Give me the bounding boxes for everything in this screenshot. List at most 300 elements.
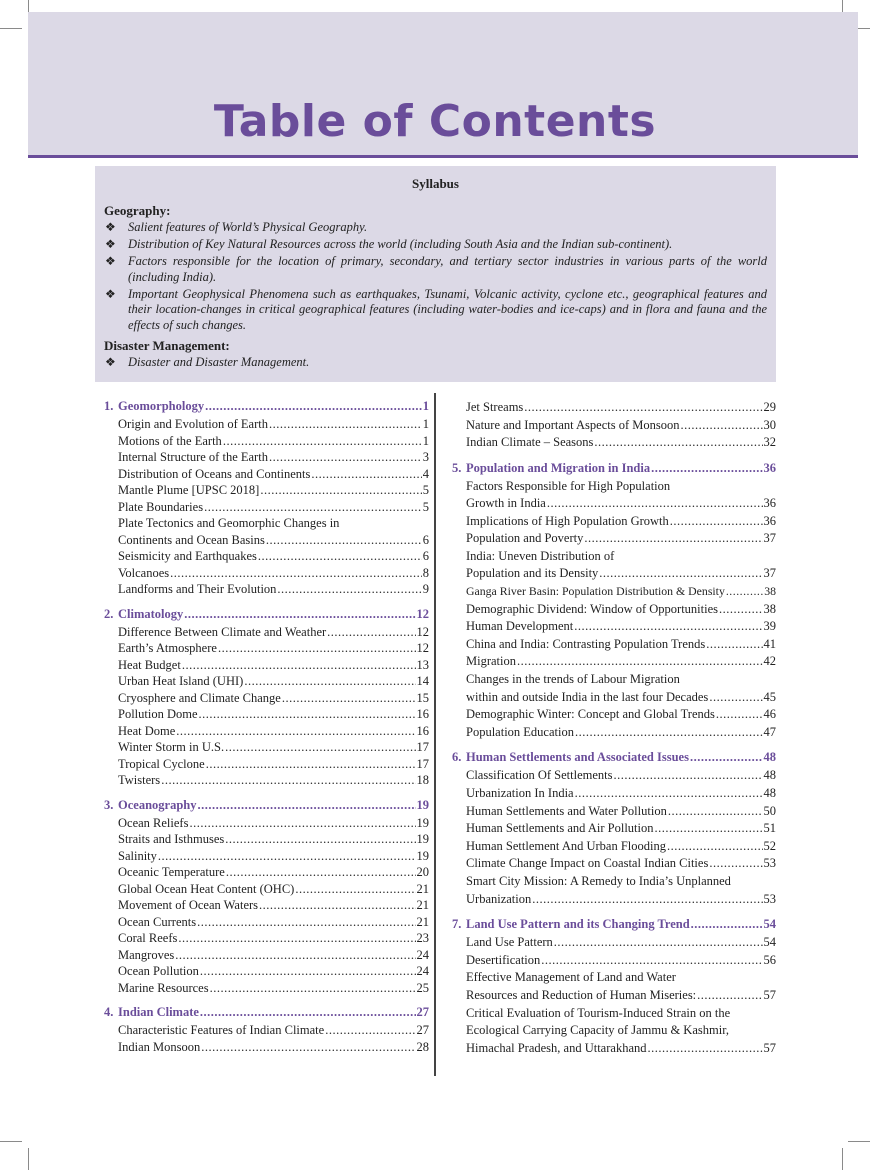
- toc-entry: [452, 1040, 776, 1058]
- dot-leader: [197, 798, 415, 813]
- toc-chapter-heading: [104, 798, 429, 815]
- toc-page-number: 17: [416, 740, 429, 754]
- dot-leader: [178, 930, 415, 947]
- toc-entry: [452, 636, 776, 654]
- toc-entry-label: Distribution of Oceans and Continents: [118, 466, 311, 481]
- toc-entry: [452, 838, 776, 856]
- toc-entry: [452, 987, 776, 1005]
- toc-page-number: 12: [416, 624, 429, 639]
- toc-page-number: 8: [422, 565, 429, 580]
- toc-entry-label: China and India: Contrasting Population Trends: [466, 636, 706, 651]
- toc-entry: [104, 930, 429, 947]
- toc-chapter-heading: [104, 399, 429, 416]
- dot-leader: [206, 756, 416, 773]
- toc-entry-label: Mangroves: [118, 947, 175, 962]
- toc-chapter-heading: [104, 607, 429, 624]
- toc-entry-label: Cryosphere and Climate Change: [118, 690, 281, 705]
- toc-entry: [104, 723, 429, 740]
- page-title: Table of Contents: [213, 96, 657, 147]
- toc-entry: [104, 433, 429, 450]
- dot-leader: [614, 767, 763, 785]
- toc-left-column: [104, 399, 429, 1055]
- dot-leader: [547, 495, 763, 513]
- toc-page-number: 48: [763, 786, 776, 800]
- dot-leader: [244, 673, 415, 690]
- toc-entry-label: Growth in India: [466, 496, 546, 511]
- toc-entry-label: within and outside India in the last four Decades: [466, 689, 709, 704]
- toc-page-number: 16: [416, 707, 429, 721]
- dot-leader: [201, 1039, 415, 1056]
- toc-entry: [104, 947, 429, 964]
- chapter-number: 3.: [104, 797, 114, 812]
- dot-leader: [541, 952, 762, 970]
- crop-mark: [0, 28, 22, 29]
- toc-entry: [452, 653, 776, 671]
- toc-entry-label: Demographic Winter: Concept and Global Trends: [466, 707, 715, 722]
- title-rule: [28, 155, 858, 158]
- dot-leader: [200, 963, 416, 980]
- crop-mark: [0, 1141, 22, 1142]
- dot-leader: [655, 820, 763, 838]
- toc-entry-label: Salinity: [118, 848, 157, 863]
- toc-chapter-heading: [452, 461, 776, 478]
- toc-entry: [452, 706, 776, 724]
- dot-leader: [524, 399, 762, 416]
- syllabus-item-text: Disaster and Disaster Management.: [128, 355, 310, 369]
- toc-page-number: 27: [416, 1023, 429, 1037]
- toc-entry: [104, 565, 429, 582]
- toc-chapter-heading: [452, 750, 776, 767]
- toc-entry: [452, 855, 776, 873]
- toc-page-number: 21: [416, 881, 429, 896]
- toc-page-number: 5: [422, 499, 429, 514]
- syllabus-item: [104, 355, 767, 371]
- toc-entry: [452, 767, 776, 785]
- toc-entry: [104, 657, 429, 674]
- chapter-number: 2.: [104, 606, 114, 621]
- toc-entry-label: Origin and Evolution of Earth: [118, 417, 268, 431]
- dot-leader: [226, 864, 416, 881]
- toc-entry-label: Heat Budget: [118, 657, 181, 672]
- toc-page-number: 6: [422, 532, 429, 547]
- toc-page-number: 23: [416, 931, 429, 945]
- toc-entry-label: Heat Dome: [118, 723, 176, 738]
- toc-page-number: 57: [763, 987, 776, 1002]
- dot-leader: [726, 583, 763, 601]
- toc-chapter-heading: [452, 917, 776, 934]
- toc-entry-label: Internal Structure of the Earth: [118, 450, 268, 464]
- chapter-number: 5.: [452, 460, 462, 475]
- toc-entry-label: Changes in the trends of Labour Migration: [466, 672, 680, 687]
- dot-leader: [199, 706, 416, 723]
- toc-entry: [104, 640, 429, 657]
- dot-leader: [554, 934, 763, 952]
- chapter-title: Population and Migration in India: [466, 460, 651, 475]
- toc-page-number: 21: [416, 914, 429, 929]
- toc-entry-label: Population and Poverty: [466, 531, 584, 546]
- toc-entry-label: Indian Monsoon: [118, 1039, 201, 1054]
- toc-entry: [104, 416, 429, 433]
- dot-leader: [259, 897, 415, 914]
- toc-page-number: 46: [763, 707, 776, 722]
- toc-page-number: 54: [763, 917, 776, 932]
- toc-page-number: 19: [416, 848, 429, 863]
- toc-page-number: 5: [422, 483, 429, 497]
- crop-mark: [842, 1148, 843, 1170]
- toc-entry-label: Effective Management of Land and Water: [466, 970, 676, 985]
- toc-entry: [452, 434, 776, 452]
- toc-entry: [104, 624, 429, 641]
- syllabus-item-text: Important Geophysical Phenomena such as earthquakes, Tsunami, Volcanic activity, cyclone etc., geographical features and their location-changes in critical geographical features (including water-bodies and ice-caps) and in flora and fauna and the effects of such changes.: [128, 286, 767, 332]
- dot-leader: [709, 855, 762, 873]
- toc-entry-label: Plate Boundaries: [118, 499, 204, 514]
- chapter-number: 6.: [452, 750, 462, 765]
- toc-entry: [104, 848, 429, 865]
- dot-leader: [325, 1022, 415, 1039]
- toc-page-number: 15: [416, 690, 429, 705]
- dot-leader: [574, 618, 762, 636]
- toc-entry-label: Winter Storm in U.S.: [118, 740, 225, 754]
- toc-entry: [104, 897, 429, 914]
- toc-page-number: 20: [416, 865, 429, 879]
- syllabus-item-text: Factors responsible for the location of primary, secondary, and tertiary sector industries in various parts of the world (including India).: [128, 254, 767, 284]
- chapter-title: Climatology: [118, 606, 184, 621]
- toc-page-number: 36: [763, 460, 776, 475]
- toc-entry-label: Urbanization In India: [466, 786, 574, 800]
- toc-entry-label: Characteristic Features of Indian Climate: [118, 1023, 325, 1037]
- dot-leader: [266, 532, 422, 549]
- syllabus-title: Syllabus: [412, 176, 459, 191]
- toc-entry: [104, 532, 429, 549]
- toc-page-number: 4: [422, 466, 429, 481]
- toc-entry-label: Continents and Ocean Basins: [118, 532, 265, 547]
- toc-entry-label: Volcanoes: [118, 565, 170, 580]
- dot-leader: [175, 947, 415, 964]
- toc-entry-label: Coral Reefs: [118, 931, 178, 945]
- toc-page-number: 38: [764, 584, 776, 599]
- toc-page-number: 48: [763, 768, 776, 783]
- dot-leader: [575, 724, 763, 742]
- toc-page-number: 12: [416, 641, 429, 655]
- dot-leader: [197, 914, 415, 931]
- toc-entry-label: Urbanization: [466, 891, 532, 906]
- syllabus-item: [104, 220, 767, 236]
- toc-entry: [104, 914, 429, 931]
- dot-leader: [204, 499, 422, 516]
- syllabus-item: [104, 287, 767, 334]
- toc-entry: [104, 673, 429, 690]
- toc-entry: [452, 952, 776, 970]
- dot-leader: [210, 980, 416, 997]
- toc-entry-label: Nature and Important Aspects of Monsoon: [466, 417, 680, 432]
- toc-page-number: 28: [416, 1039, 429, 1054]
- toc-entry: [452, 565, 776, 583]
- dot-leader: [651, 461, 762, 476]
- toc-entry: [104, 499, 429, 516]
- toc-page-number: 27: [416, 1005, 429, 1019]
- chapter-number: 7.: [452, 917, 462, 932]
- dot-leader: [260, 482, 421, 499]
- toc-entry: [452, 820, 776, 838]
- toc-entry: [452, 891, 776, 909]
- dot-leader: [269, 449, 422, 466]
- toc-entry-label: Seismicity and Earthquakes: [118, 549, 257, 563]
- toc-page-number: 6: [422, 549, 429, 563]
- dot-leader: [517, 653, 763, 671]
- toc-entry-label: Twisters: [118, 773, 161, 787]
- toc-page-number: 24: [416, 964, 429, 978]
- toc-entry-label: Ocean Pollution: [118, 964, 199, 978]
- toc-entry: [452, 399, 776, 417]
- dot-leader: [668, 803, 763, 821]
- toc-entry: [452, 513, 776, 531]
- syllabus-heading: Geography:: [104, 203, 171, 218]
- dot-leader: [594, 434, 762, 451]
- toc-page-number: 45: [763, 689, 776, 704]
- toc-page-number: 52: [763, 838, 776, 853]
- toc-page-number: 1: [422, 417, 429, 431]
- toc-entry-label: Human Settlement And Urban Flooding: [466, 838, 666, 853]
- dot-leader: [176, 723, 415, 740]
- dot-leader: [184, 607, 415, 622]
- toc-continued-entries: [452, 399, 776, 452]
- crop-mark: [848, 1141, 870, 1142]
- toc-entry-label: Mantle Plume [UPSC 2018]: [118, 483, 260, 497]
- dot-leader: [311, 466, 421, 483]
- dot-leader: [200, 1005, 416, 1020]
- toc-entry-label: Plate Tectonics and Geomorphic Changes in: [118, 516, 340, 530]
- toc-entry: [452, 803, 776, 821]
- toc-page-number: 42: [763, 654, 776, 669]
- toc-entry-label: Factors Responsible for High Population: [466, 478, 671, 493]
- toc-page-number: 9: [422, 582, 429, 596]
- toc-page-number: 13: [416, 657, 429, 672]
- toc-entry-label: Straits and Isthmuses: [118, 832, 225, 846]
- dot-leader: [670, 513, 763, 531]
- toc-entry-label: Demographic Dividend: Window of Opportunities: [466, 601, 719, 616]
- toc-entry: [104, 772, 429, 789]
- toc-entry-label: Marine Resources: [118, 980, 209, 995]
- dot-leader: [706, 636, 762, 654]
- dot-leader: [575, 785, 763, 803]
- toc-page-number: 48: [763, 750, 776, 765]
- toc-entry: [452, 583, 776, 601]
- dot-leader: [667, 838, 763, 856]
- chapter-title: Geomorphology: [118, 399, 205, 413]
- toc-entry-label: Global Ocean Heat Content (OHC): [118, 881, 295, 896]
- dot-leader: [189, 815, 415, 832]
- dot-leader: [697, 987, 762, 1005]
- toc-entry: [104, 466, 429, 483]
- toc-entry-label: Tropical Cyclone: [118, 756, 205, 771]
- dot-leader: [599, 565, 762, 583]
- toc-entry: [104, 548, 429, 565]
- toc-entry-label: Motions of the Earth: [118, 433, 222, 448]
- toc-page-number: 47: [763, 724, 776, 739]
- dot-leader: [225, 831, 415, 848]
- toc-page-number: 24: [416, 947, 429, 962]
- toc-page-number: 1: [422, 433, 429, 448]
- toc-page-number: 19: [416, 815, 429, 830]
- toc-entry-label: Resources and Reduction of Human Miseries:: [466, 987, 697, 1002]
- toc-entry: [104, 1039, 429, 1056]
- toc-entry-label: Landforms and Their Evolution: [118, 582, 277, 596]
- toc-right-column: [452, 399, 776, 1057]
- diamond-bullet-icon: ❖: [105, 237, 116, 251]
- toc-entry-label: Difference Between Climate and Weather: [118, 624, 327, 639]
- toc-entry-label: Ecological Carrying Capacity of Jammu & Kashmir,: [466, 1023, 729, 1038]
- toc-entry: [452, 785, 776, 803]
- syllabus-heading: Disaster Management:: [104, 338, 230, 353]
- dot-leader: [648, 1040, 763, 1058]
- toc-chapter-heading: [104, 1005, 429, 1022]
- dot-leader: [205, 399, 422, 414]
- diamond-bullet-icon: ❖: [105, 355, 116, 369]
- toc-entry: [104, 980, 429, 997]
- syllabus-item-text: Distribution of Key Natural Resources across the world (including South Asia and the Indian sub-continent).: [128, 237, 673, 251]
- toc-entry: [104, 449, 429, 466]
- toc-entry: [452, 934, 776, 952]
- toc-entry: [452, 689, 776, 707]
- diamond-bullet-icon: ❖: [105, 220, 116, 234]
- dot-leader: [282, 690, 416, 707]
- dot-leader: [277, 581, 421, 598]
- toc-entry: [104, 864, 429, 881]
- toc-entry-label: Ocean Reliefs: [118, 815, 189, 830]
- toc-entry-label: Indian Climate – Seasons: [466, 435, 594, 449]
- toc-entry: [104, 739, 429, 756]
- toc-entry-label: Urban Heat Island (UHI): [118, 674, 244, 688]
- toc-page-number: 18: [416, 773, 429, 787]
- dot-leader: [161, 772, 415, 789]
- toc-entry-label: Human Settlements and Water Pollution: [466, 803, 667, 818]
- toc-page-number: 30: [763, 417, 776, 432]
- toc-entry-label: Population Education: [466, 724, 574, 739]
- chapter-title: Human Settlements and Associated Issues: [466, 750, 689, 765]
- diamond-bullet-icon: ❖: [105, 286, 116, 301]
- toc-entry-label: Human Settlements and Air Pollution: [466, 821, 654, 836]
- toc-entry: [104, 1022, 429, 1039]
- toc-entry-label: Himachal Pradesh, and Uttarakhand: [466, 1040, 647, 1055]
- toc-page-number: 39: [763, 619, 776, 634]
- toc-page-number: 41: [763, 636, 776, 651]
- dot-leader: [690, 750, 763, 765]
- toc-entry: [452, 530, 776, 548]
- diamond-bullet-icon: ❖: [105, 254, 116, 268]
- toc-entry: [452, 495, 776, 513]
- toc-page-number: 25: [416, 980, 429, 995]
- dot-leader: [218, 640, 416, 657]
- dot-leader: [709, 689, 762, 707]
- toc-entry: [452, 618, 776, 636]
- toc-page-number: 53: [763, 891, 776, 906]
- toc-page-number: 3: [422, 450, 429, 464]
- toc-page-number: 14: [416, 674, 429, 688]
- toc-entry-label: Climate Change Impact on Coastal Indian Cities: [466, 856, 709, 871]
- toc-page-number: 12: [416, 606, 429, 621]
- syllabus-item: [104, 254, 767, 285]
- toc-entry: [104, 831, 429, 848]
- toc-page-number: 19: [416, 797, 429, 812]
- toc-page-number: 36: [763, 513, 776, 528]
- syllabus-list: [104, 220, 767, 333]
- toc-page-number: 53: [763, 856, 776, 871]
- dot-leader: [158, 848, 416, 865]
- toc-entry: [104, 690, 429, 707]
- toc-entry-label: Implications of High Population Growth: [466, 513, 669, 528]
- chapter-title: Land Use Pattern and its Changing Trend: [466, 917, 690, 932]
- syllabus-list: [104, 355, 767, 371]
- toc-page-number: 21: [416, 898, 429, 912]
- dot-leader: [719, 601, 762, 619]
- toc-entry-label: Critical Evaluation of Tourism-Induced Strain on the: [466, 1005, 731, 1020]
- toc-entry: [104, 881, 429, 898]
- dot-leader: [584, 530, 762, 548]
- dot-leader: [532, 891, 762, 909]
- toc-page-number: 29: [763, 400, 776, 414]
- toc-right-chapters: [452, 461, 776, 1058]
- syllabus-box: [95, 166, 776, 382]
- chapter-title: Indian Climate: [118, 1005, 199, 1019]
- toc-entry-label: Population and its Density: [466, 566, 599, 581]
- toc-page-number: 37: [763, 531, 776, 546]
- toc-page-number: 19: [416, 832, 429, 846]
- toc-entry: [104, 815, 429, 832]
- toc-entry: [104, 581, 429, 598]
- toc-entry-label: India: Uneven Distribution of: [466, 548, 615, 563]
- toc-page-number: 50: [763, 803, 776, 818]
- toc-entry: [452, 417, 776, 435]
- toc-entry-label: Classification Of Settlements: [466, 768, 613, 783]
- toc-page-number: 54: [763, 935, 776, 950]
- toc-entry: [104, 706, 429, 723]
- toc-entry: [104, 963, 429, 980]
- toc-entry: [452, 601, 776, 619]
- toc-entry-label: Pollution Dome: [118, 707, 198, 721]
- toc-page-number: 38: [763, 601, 776, 616]
- crop-mark: [28, 1148, 29, 1170]
- toc-page-number: 32: [763, 435, 776, 449]
- toc-page-number: 51: [763, 821, 776, 836]
- toc-page-number: 57: [763, 1040, 776, 1055]
- toc-page-number: 56: [763, 952, 776, 967]
- dot-leader: [295, 881, 415, 898]
- chapter-title: Oceanography: [118, 797, 197, 812]
- dot-leader: [225, 739, 415, 756]
- toc-entry-label: Ocean Currents: [118, 914, 197, 929]
- dot-leader: [170, 565, 422, 582]
- syllabus-item: [104, 237, 767, 253]
- toc-page-number: 17: [416, 756, 429, 771]
- toc-entry: [104, 482, 429, 499]
- toc-entry: [452, 724, 776, 742]
- toc-entry-label: Smart City Mission: A Remedy to India’s Unplanned: [466, 873, 731, 888]
- toc-page-number: 16: [416, 723, 429, 738]
- toc-entry-label: Ganga River Basin: Population Distribution & Density: [466, 584, 725, 599]
- dot-leader: [691, 917, 763, 932]
- toc-page-number: 37: [763, 566, 776, 581]
- toc-page-number: 1: [422, 399, 429, 413]
- toc-page-number: 36: [763, 496, 776, 511]
- chapter-number: 4.: [104, 1005, 114, 1019]
- syllabus-item-text: Salient features of World’s Physical Geography.: [128, 220, 368, 234]
- toc-entry-label: Movement of Ocean Waters: [118, 898, 259, 912]
- toc-entry-label: Earth’s Atmosphere: [118, 641, 217, 655]
- column-divider: [434, 393, 436, 1076]
- dot-leader: [258, 548, 422, 565]
- toc-entry-label: Oceanic Temperature: [118, 865, 225, 879]
- toc-entry: [104, 756, 429, 773]
